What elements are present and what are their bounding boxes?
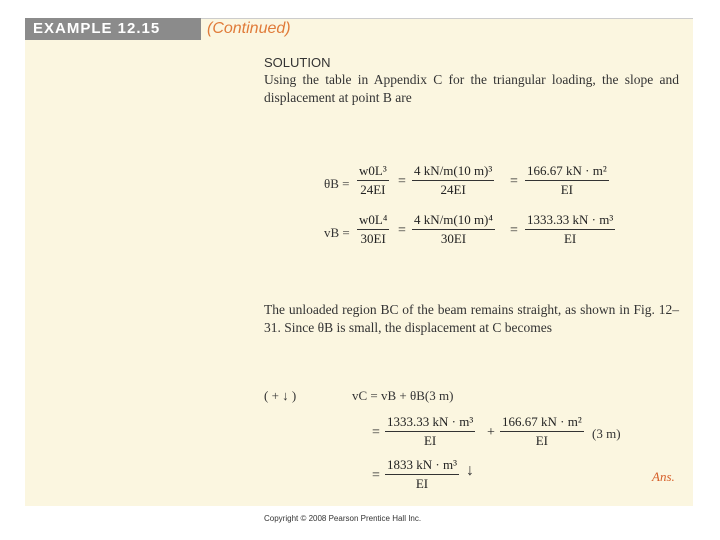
theta-f2-den: 24EI [440,182,466,197]
equals-sign: = [398,174,406,189]
theta-f1-den: 24EI [360,182,386,197]
example-label: EXAMPLE 12.15 [25,18,201,40]
equals-sign: = [510,174,518,189]
answer-label: Ans. [652,469,675,484]
vc-fraction-1 [385,414,475,449]
v-fraction-3 [525,212,615,247]
continued-label: (Continued) [207,20,291,37]
equals-sign: = [372,468,380,483]
theta-fraction-3 [525,163,609,198]
vc2-f1-den: EI [423,433,437,448]
theta-fraction-1 [357,163,389,198]
vc-fraction-3 [385,457,459,492]
v-f3-num: 1333.33 kN · m³ [525,212,615,230]
example-header [25,18,693,40]
copyright-footer: Copyright © 2008 Pearson Prentice Hall Inc. [264,514,422,523]
v-fraction-1 [357,212,389,247]
v-f1-num: w0L⁴ [357,212,389,230]
theta-f3-num: 166.67 kN · m² [525,163,609,181]
equals-sign: = [372,425,380,440]
v-f1-den: 30EI [360,231,386,246]
vc-equation: vC = vB + θB(3 m) [352,388,454,403]
vc2-f1-num: 1333.33 kN · m³ [385,414,475,432]
vc2-f2-den: EI [535,433,548,448]
body-text: The unloaded region BC of the beam remains straight, as shown in Fig. 12–31. Since θB is small, the displacement at C becomes [264,302,679,335]
solution-title: SOLUTION [264,55,331,70]
vc3-den: EI [415,476,429,491]
solution-intro: Using the table in Appendix C for the triangular loading, the slope and displacement at point B are [264,72,679,105]
vc-tail: (3 m) [592,426,621,441]
v-f3-den: EI [563,231,577,246]
v-fraction-2 [412,212,495,247]
equals-sign: = [510,223,518,238]
plus-sign: + [487,425,495,440]
sign-convention: ( + ↓ ) [264,388,297,403]
theta-lhs: θB = [324,176,350,191]
theta-f2-num: 4 kN/m(10 m)³ [412,163,494,181]
v-f2-num: 4 kN/m(10 m)⁴ [412,212,495,230]
vc-fraction-2 [500,414,584,449]
v-lhs: vB = [324,225,350,240]
theta-f1-num: w0L³ [357,163,389,181]
equals-sign: = [398,223,406,238]
theta-fraction-2 [412,163,494,198]
v-f2-den: 30EI [440,231,467,246]
down-arrow-icon: ↓ [466,462,474,479]
theta-f3-den: EI [560,182,573,197]
vc2-f2-num: 166.67 kN · m² [500,414,584,432]
vc3-num: 1833 kN · m³ [385,457,459,475]
